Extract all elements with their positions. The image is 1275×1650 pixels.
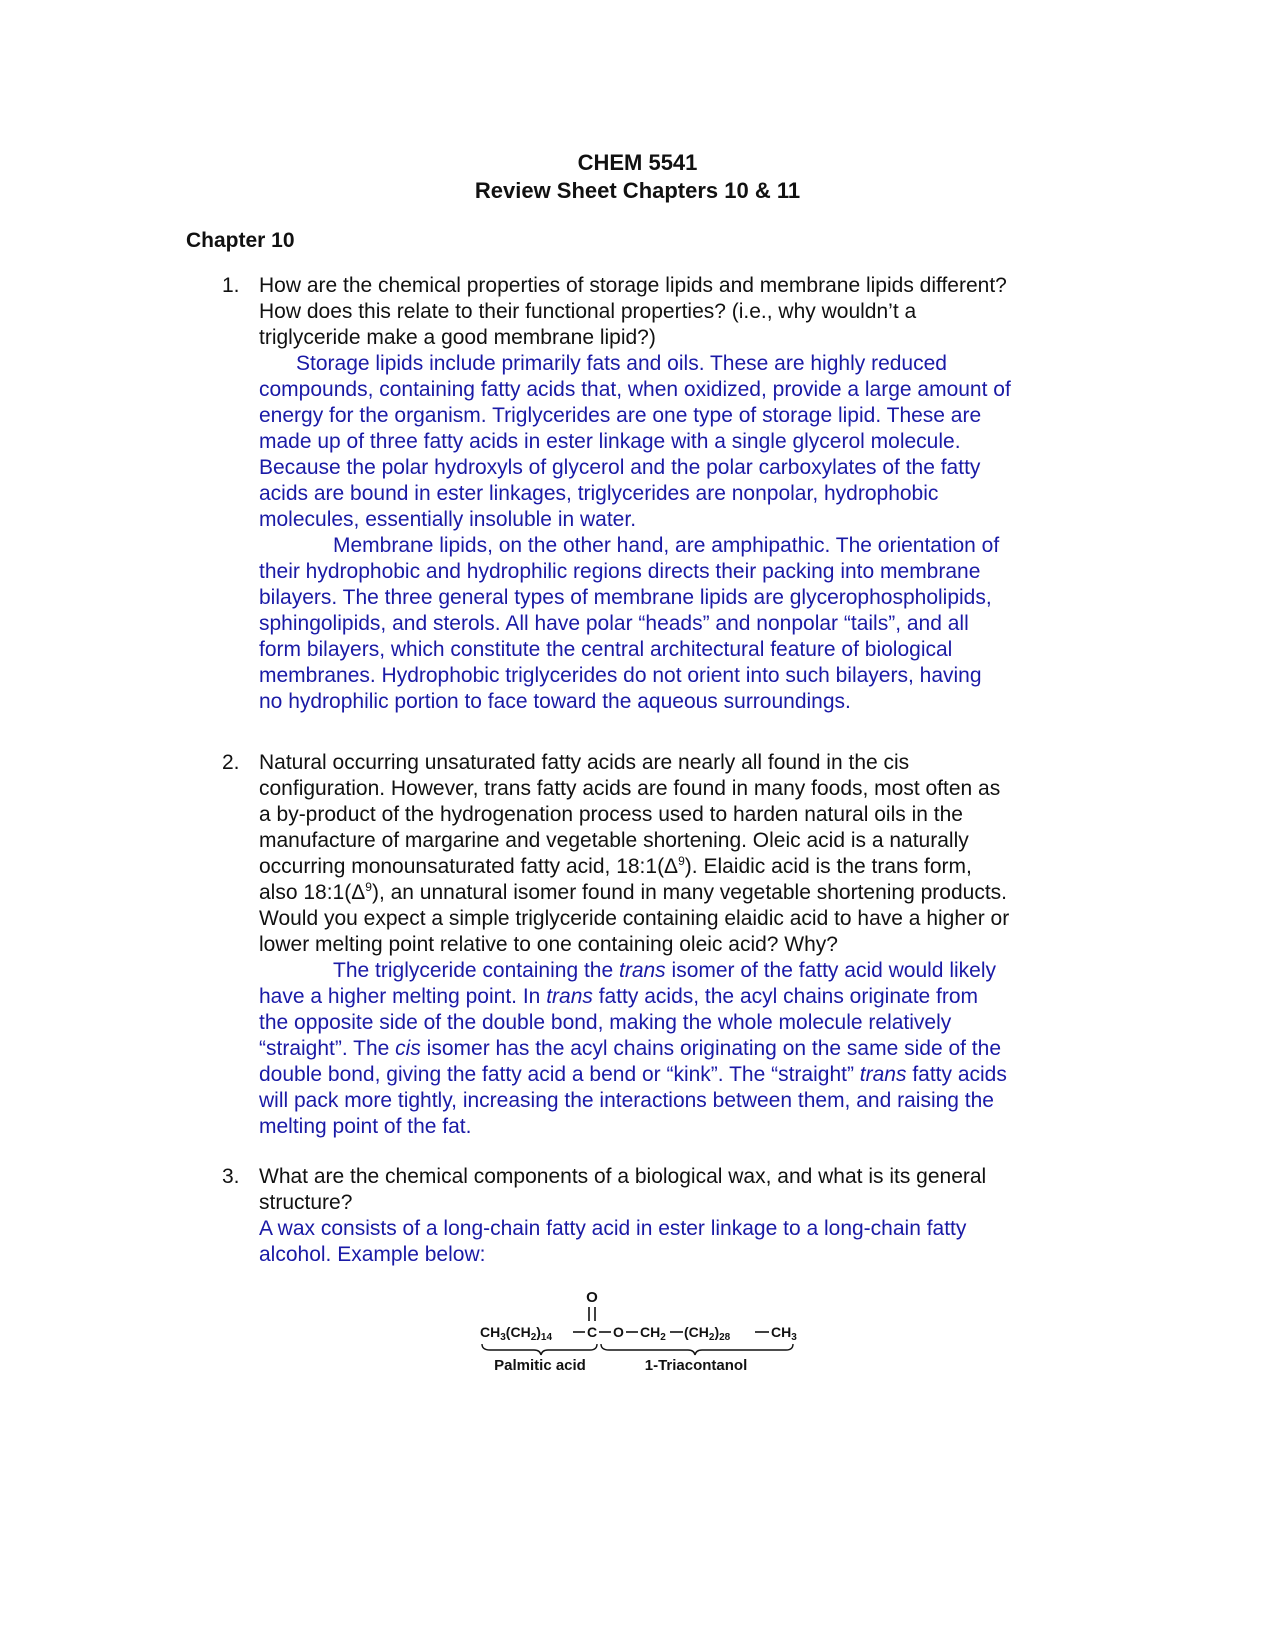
answer-line: form bilayers, which constitute the central architectural feature of biological bbox=[259, 638, 953, 661]
subscript: 3 bbox=[791, 1332, 797, 1343]
formula-part: ) bbox=[714, 1324, 720, 1340]
superscript: 9 bbox=[678, 854, 685, 868]
question-text bbox=[259, 1164, 1089, 1216]
question-line: Natural occurring unsaturated fatty acids are nearly all found in the cis bbox=[259, 751, 910, 774]
formula-text bbox=[771, 1324, 797, 1343]
wax-structure-diagram bbox=[480, 1280, 840, 1370]
question-number: 3. bbox=[222, 1165, 240, 1188]
chapter-heading: Chapter 10 bbox=[186, 229, 295, 252]
subscript: 3 bbox=[500, 1332, 506, 1343]
answer-line: Storage lipids include primarily fats and oils. These are highly reduced bbox=[296, 352, 947, 375]
brace-left bbox=[482, 1344, 597, 1355]
text-run: fatty acids, the acyl chains originate from bbox=[592, 985, 979, 1008]
formula-part: (CH bbox=[684, 1324, 709, 1340]
text-run: fatty acids bbox=[906, 1063, 1007, 1086]
formula-part: ) bbox=[536, 1324, 541, 1340]
brace-right bbox=[601, 1344, 793, 1355]
answer-line: compounds, containing fatty acids that, when oxidized, provide a large amount of bbox=[259, 378, 1011, 401]
text-run: isomer of the fatty acid would likely bbox=[665, 959, 996, 982]
subscript: 14 bbox=[540, 1332, 553, 1343]
carbonyl-carbon-label: C bbox=[586, 1324, 598, 1340]
carbonyl-oxygen-label: O bbox=[586, 1289, 598, 1306]
superscript: 9 bbox=[365, 880, 372, 894]
subscript: 2 bbox=[660, 1332, 666, 1343]
question-line: How are the chemical properties of storage lipids and membrane lipids different? bbox=[259, 274, 1007, 297]
italic-run: trans bbox=[619, 959, 666, 982]
question-line: lower melting point relative to one containing oleic acid? Why? bbox=[259, 933, 838, 956]
answer-line: acids are bound in ester linkages, triglycerides are nonpolar, hydrophobic bbox=[259, 482, 939, 505]
question-line bbox=[259, 880, 1089, 906]
text-run: occurring monounsaturated fatty acid, 18:1(Δ bbox=[259, 855, 679, 878]
answer-line: will pack more tightly, increasing the interactions between them, and raising the bbox=[259, 1089, 994, 1112]
answer-text bbox=[259, 1216, 1089, 1268]
palmitic-acid-label: Palmitic acid bbox=[494, 1357, 586, 1370]
formula-text bbox=[684, 1324, 731, 1343]
answer-line: melting point of the fat. bbox=[259, 1115, 472, 1138]
answer-text bbox=[259, 351, 1089, 715]
question-line: triglyceride make a good membrane lipid?) bbox=[259, 326, 656, 349]
text-run: The triglyceride containing the bbox=[333, 959, 619, 982]
formula-part: CH bbox=[640, 1324, 661, 1340]
text-run: also 18:1(Δ bbox=[259, 881, 366, 904]
italic-run: trans bbox=[546, 985, 593, 1008]
document-subtitle: Review Sheet Chapters 10 & 11 bbox=[474, 178, 801, 203]
question-line: configuration. However, trans fatty acids are found in many foods, most often as bbox=[259, 777, 1001, 800]
answer-line: made up of three fatty acids in ester linkage with a single glycerol molecule. bbox=[259, 430, 961, 453]
text-run: ). Elaidic acid is the trans form, bbox=[684, 855, 972, 878]
text-run: have a higher melting point. In bbox=[259, 985, 547, 1008]
italic-run: trans bbox=[859, 1063, 907, 1086]
answer-line: molecules, essentially insoluble in water. bbox=[259, 508, 637, 531]
text-run: double bond, giving the fatty acid a bend or “kink”. The “straight” bbox=[259, 1063, 860, 1086]
answer-line bbox=[259, 984, 1089, 1010]
question-number: 1. bbox=[222, 274, 240, 297]
italic-run: cis bbox=[395, 1037, 421, 1060]
question-line: How does this relate to their functional properties? (i.e., why wouldn’t a bbox=[259, 300, 917, 323]
document-course-title: CHEM 5541 bbox=[577, 150, 698, 175]
formula-part: CH bbox=[771, 1324, 792, 1340]
subscript: 28 bbox=[719, 1332, 731, 1343]
question-line: a by-product of the hydrogenation process used to harden natural oils in the bbox=[259, 803, 963, 826]
question-text bbox=[259, 750, 1089, 958]
formula-text bbox=[640, 1324, 666, 1343]
triacontanol-label: 1-Triacontanol bbox=[644, 1357, 748, 1370]
text-run: isomer has the acyl chains originating on the same side of the bbox=[420, 1037, 1001, 1060]
answer-line: membranes. Hydrophobic triglycerides do not orient into such bilayers, having bbox=[259, 664, 982, 687]
formula-text bbox=[480, 1324, 552, 1343]
question-line: Would you expect a simple triglyceride containing elaidic acid to have a higher or bbox=[259, 907, 1010, 930]
answer-text bbox=[259, 958, 1089, 1140]
text-run: ), an unnatural isomer found in many vegetable shortening products. bbox=[371, 881, 1007, 904]
answer-line: Because the polar hydroxyls of glycerol and the polar carboxylates of the fatty bbox=[259, 456, 981, 479]
question-line: What are the chemical components of a biological wax, and what is its general bbox=[259, 1165, 987, 1188]
answer-line bbox=[259, 958, 1089, 984]
answer-line: energy for the organism. Triglycerides are one type of storage lipid. These are bbox=[259, 404, 982, 427]
answer-line: sphingolipids, and sterols. All have polar “heads” and nonpolar “tails”, and all bbox=[259, 612, 969, 635]
question-text bbox=[259, 273, 1089, 351]
answer-line: alcohol. Example below: bbox=[259, 1243, 486, 1266]
answer-line: no hydrophilic portion to face toward the aqueous surroundings. bbox=[259, 690, 851, 713]
question-number: 2. bbox=[222, 751, 240, 774]
answer-line: A wax consists of a long-chain fatty acid in ester linkage to a long-chain fatty bbox=[259, 1217, 967, 1240]
formula-part: CH bbox=[480, 1324, 501, 1340]
question-line bbox=[259, 854, 1089, 880]
formula-part: (CH bbox=[505, 1324, 531, 1340]
answer-line: Membrane lipids, on the other hand, are amphipathic. The orientation of bbox=[333, 534, 1000, 557]
question-line: structure? bbox=[259, 1191, 353, 1214]
ester-oxygen-label: O bbox=[613, 1324, 624, 1340]
answer-line: the opposite side of the double bond, making the whole molecule relatively bbox=[259, 1011, 952, 1034]
answer-line: bilayers. The three general types of membrane lipids are glycerophospholipids, bbox=[259, 586, 992, 609]
answer-line bbox=[259, 1036, 1089, 1062]
answer-line: their hydrophobic and hydrophilic regions directs their packing into membrane bbox=[259, 560, 981, 583]
answer-line bbox=[259, 1062, 1089, 1088]
text-run: “straight”. The bbox=[259, 1037, 396, 1060]
subscript: 2 bbox=[530, 1332, 537, 1343]
question-line: manufacture of margarine and vegetable shortening. Oleic acid is a naturally bbox=[259, 829, 969, 852]
subscript: 2 bbox=[708, 1332, 715, 1343]
